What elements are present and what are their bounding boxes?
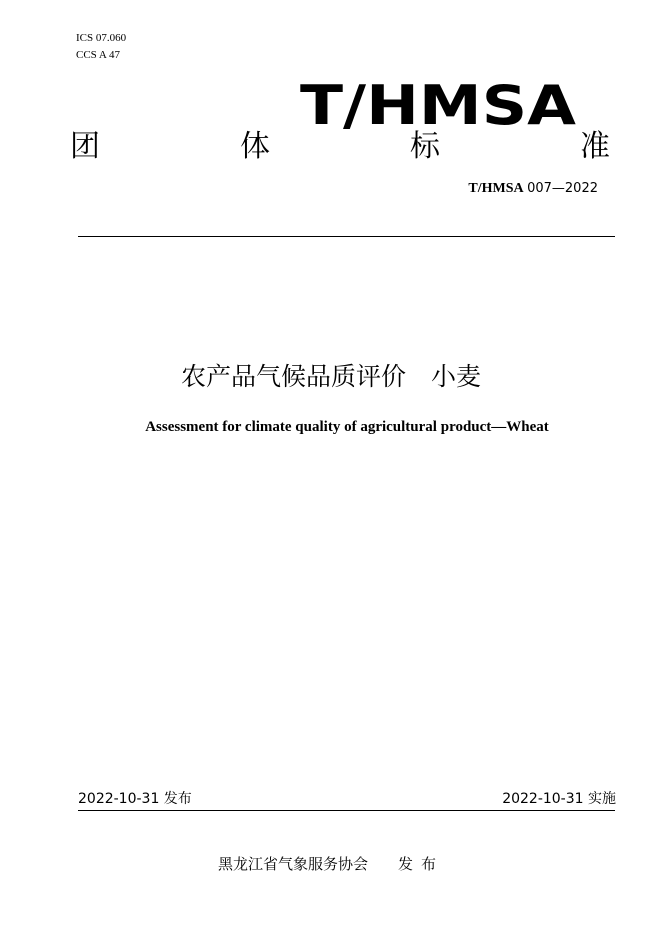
standard-type-char: 体	[240, 129, 270, 164]
ccs-code: CCS A 47	[76, 49, 121, 61]
title-english: Assessment for climate quality of agricultural product—Wheat	[145, 419, 549, 435]
standard-code-prefix: T/HMSA	[468, 181, 524, 196]
standard-type-char: 准	[580, 129, 610, 164]
standard-type	[70, 127, 610, 167]
issue-date: 2022-10-31 发布	[78, 791, 192, 807]
standard-logo	[298, 74, 578, 130]
title-chinese: 农产品气候品质评价 小麦	[180, 362, 481, 391]
publisher-name: 黑龙江省气象服务协会	[217, 855, 368, 873]
standard-code	[468, 180, 598, 198]
top-divider	[78, 236, 615, 237]
standard-code-number: 007—2022	[527, 181, 598, 196]
logo-text: T/HMSA	[300, 74, 577, 130]
standard-type-char: 标	[410, 129, 440, 164]
implementation-date: 2022-10-31 实施	[502, 791, 616, 807]
publisher	[0, 853, 662, 875]
ics-code: ICS 07.060	[76, 32, 127, 44]
publisher-action: 发布	[398, 855, 445, 873]
bottom-divider	[78, 810, 615, 811]
standard-type-char: 团	[70, 129, 100, 164]
